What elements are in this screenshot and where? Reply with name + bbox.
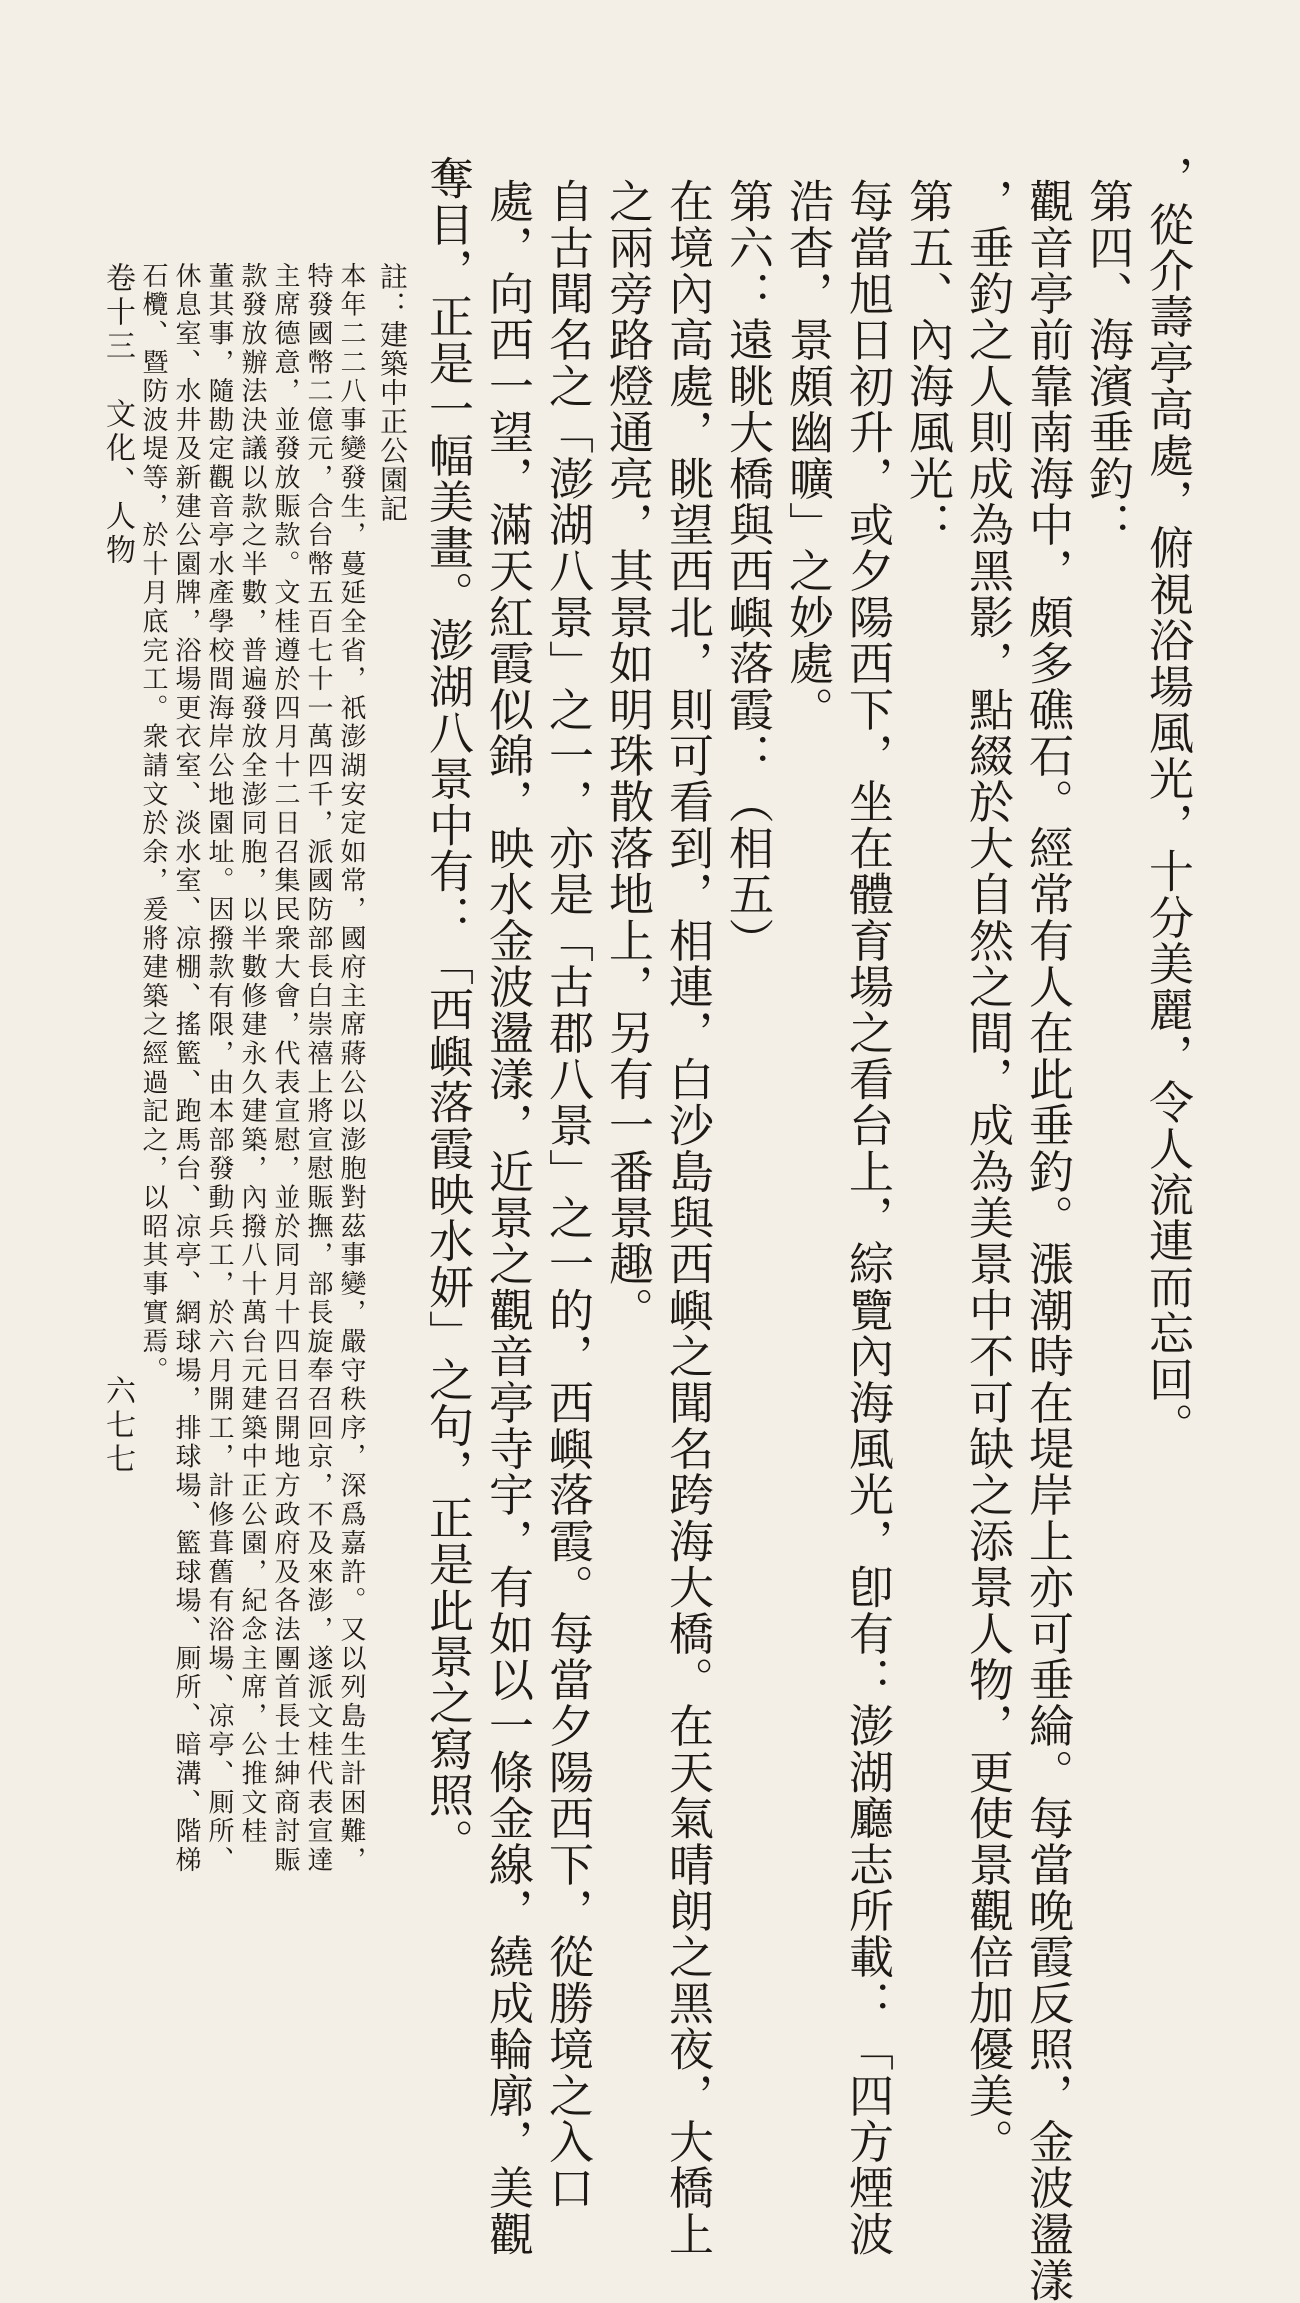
chapter-sidebar: 卷十三 文化、人物: [100, 262, 135, 568]
text-column-1: ，從介壽亭高處，俯視浴場風光，十分美麗，令人流連而忘回。: [1141, 155, 1194, 1449]
text-column-5: 第五、內海風光：: [901, 178, 954, 548]
text-column-3: 觀音亭前靠南海中，頗多礁石。經常有人在此垂釣。漲潮時在堤岸上亦可垂綸。每當晚霞反照，金波盪漾: [1021, 178, 1074, 2303]
text-column-6: 每當旭日初升，或夕陽西下，坐在體育場之看台上，綜覽內海風光，卽有：澎湖廳志所載：「四方煙波: [841, 178, 894, 2257]
note-heading: 註：建築中正公園記: [376, 262, 409, 523]
page-number: 六七七: [100, 1375, 135, 1477]
note-column-3: 主席德意，並發放賑款。文桂遵於四月十二日召集民衆大會，代表宣慰，並於同月十四日召開地方政府及各法團首長士紳商討賑: [270, 262, 300, 1875]
text-column-9: 在境內高處，眺望西北，則可看到，相連，白沙島與西嶼之聞名跨海大橋。在天氣晴朗之黑夜，大橋上: [661, 178, 714, 2257]
note-column-7: 石欖、暨防波堤等，於十月底完工。衆請文於余，爰將建築之經過記之，以昭其事實焉。: [138, 262, 168, 1386]
text-column-10: 之兩旁路燈通亮，其景如明珠散落地上，另有一番景趣。: [601, 178, 654, 1333]
text-column-13: 奪目，正是一幅美畫。澎湖八景中有：「西嶼落霞映水妍」之句，正是此景之寫照。: [421, 155, 474, 1865]
note-column-4: 款發放辦法決議以款之半數，普遍發放全澎同胞，以半數修建永久建築，內撥八十萬台元建築中正公園，紀念主席，公推文桂: [237, 262, 267, 1846]
text-column-12: 處，向西一望，滿天紅霞似錦，映水金波盪漾，近景之觀音亭寺宇，有如以一條金線，繞成輪廓，美觀: [481, 178, 534, 2257]
note-column-2: 特發國幣二億元，合台幣五百七十一萬四千，派國防部長白崇禧上將宣慰賑撫，部長旋奉召回京，不及來澎，遂派文桂代表宣達: [303, 262, 333, 1875]
note-column-6: 休息室、水井及新建公園牌，浴場更衣室、淡水室、凉棚、搖籃、跑馬台、凉亭、網球場，排球場、籃球場、厠所、暗溝、階梯: [171, 262, 201, 1875]
text-column-4: ，垂釣之人則成為黑影，點綴於大自然之間，成為美景中不可缺之添景人物，更使景觀倍加優美。: [961, 178, 1014, 2165]
text-column-11: 自古聞名之「澎湖八景」之一，亦是「古郡八景」之一的，西嶼落霞。每當夕陽西下，從勝境之入口: [541, 178, 594, 2211]
text-column-2: 第四、海濱垂釣：: [1081, 178, 1134, 548]
note-column-5: 董其事，隨勘定觀音亭水產學校間海岸公地園址。因撥款有限，由本部發動兵工，於六月開工，計修葺舊有浴場、凉亭、厠所、: [204, 262, 234, 1875]
text-column-7: 浩杳，景頗幽曠」之妙處。: [781, 178, 834, 733]
text-column-8: 第六：遠眺大橋與西嶼落霞：（相五）: [721, 178, 774, 964]
note-column-1: 本年二二八事變發生，蔓延全省，祇澎湖安定如常，國府主席蔣公以澎胞對茲事變，嚴守秩序，深爲嘉許。又以列島生計困難，: [336, 262, 366, 1875]
